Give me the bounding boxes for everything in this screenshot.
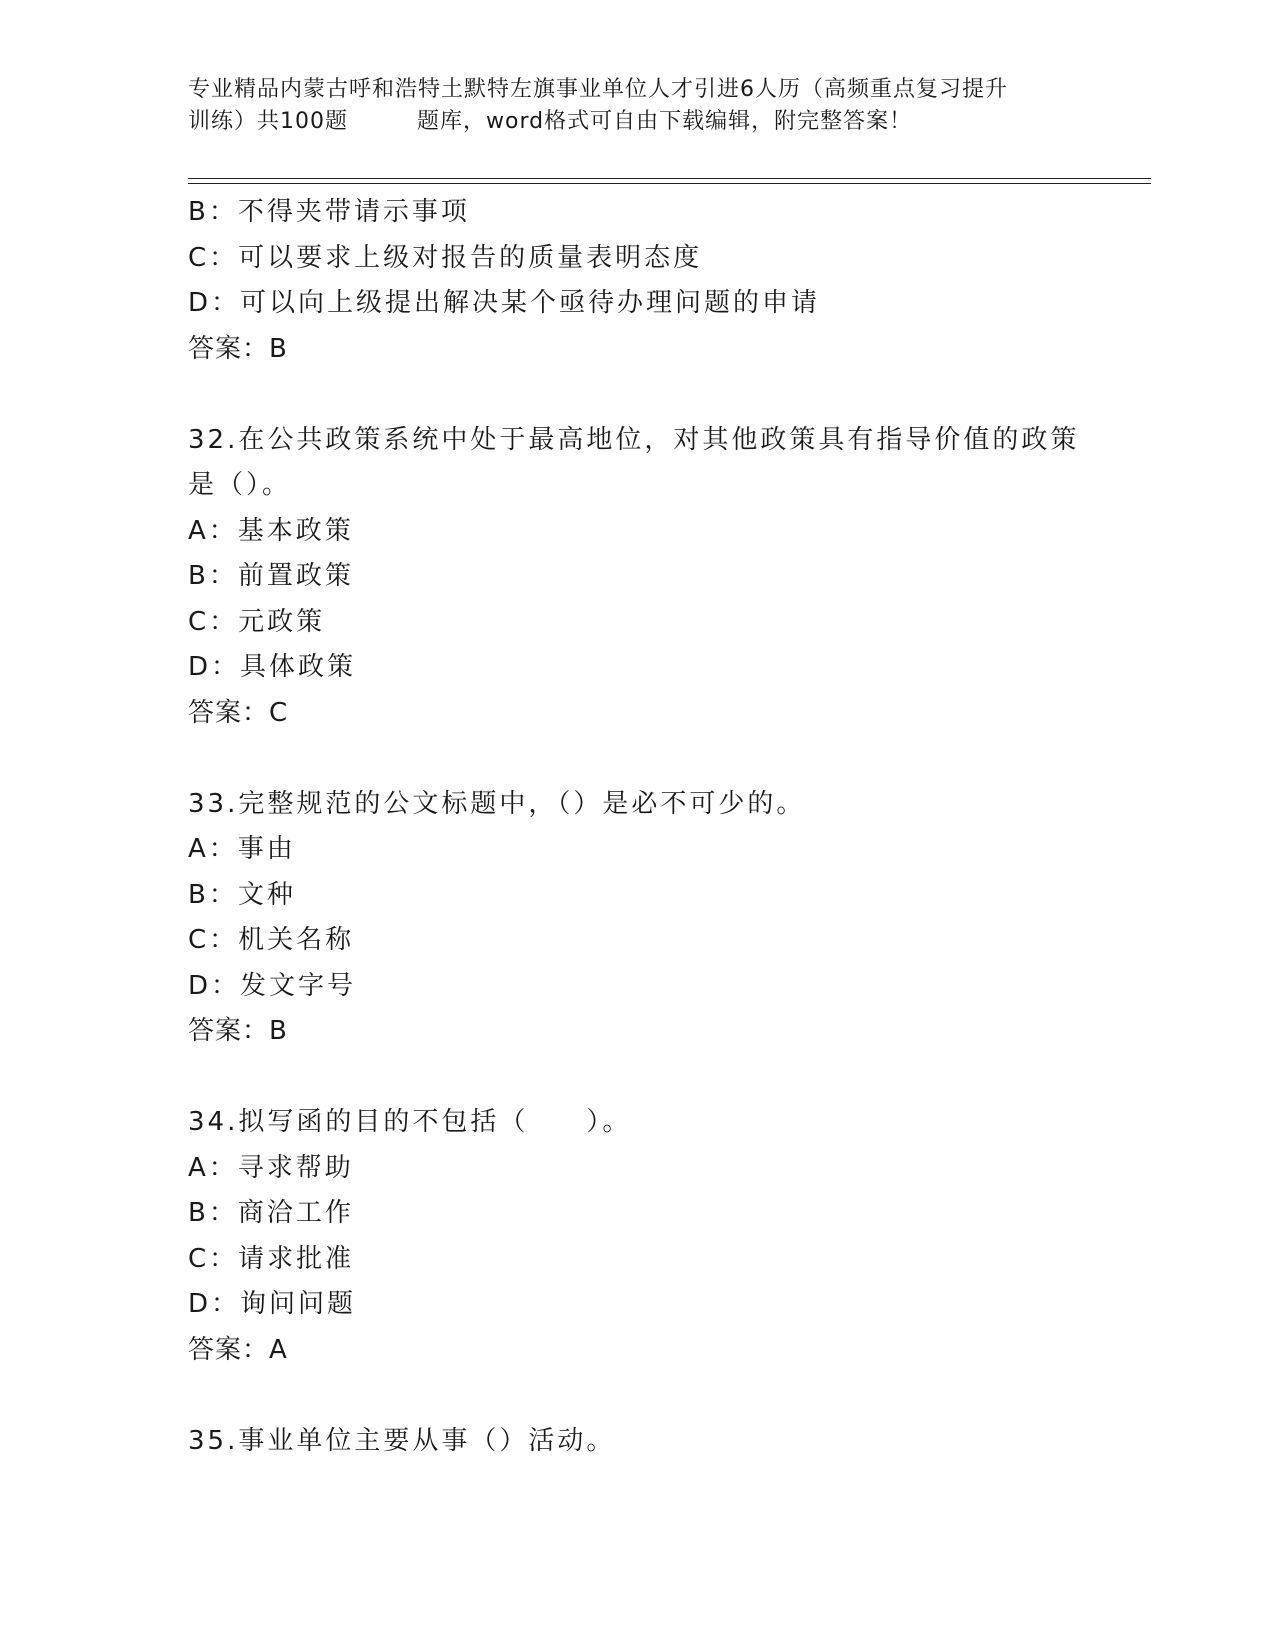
question-stem: 35.事业单位主要从事（）活动。	[188, 1425, 616, 1456]
header-title-line-1: 专业精品内蒙古呼和浩特土默特左旗事业单位人才引进6人历（高频重点复习提升	[188, 77, 1008, 102]
question-list	[188, 190, 1088, 1464]
option-b: B：商洽工作	[188, 1198, 354, 1228]
question-32	[188, 418, 1088, 737]
question-35	[188, 1419, 1088, 1465]
header-title-line-2: 训练）共100题 题库，word格式可自由下载编辑，附完整答案！	[188, 109, 913, 134]
option-b: B：不得夹带请示事项	[188, 197, 470, 227]
question-stem: 33.完整规范的公文标题中，（）是必不可少的。	[188, 788, 806, 819]
option-d: D：具体政策	[188, 652, 357, 682]
answer: 答案：B	[188, 333, 288, 364]
option-d: D：询问问题	[188, 1289, 357, 1319]
spacer	[188, 1373, 1088, 1419]
question-33	[188, 782, 1088, 1055]
option-c: C：元政策	[188, 606, 326, 637]
option-c: C：可以要求上级对报告的质量表明态度	[188, 242, 703, 273]
option-a: A：基本政策	[188, 515, 354, 546]
spacer	[188, 736, 1088, 782]
option-c: C：机关名称	[188, 925, 355, 955]
answer: 答案：C	[188, 697, 289, 728]
option-b: B：文种	[188, 879, 296, 910]
question-31-fragment	[188, 190, 1088, 372]
option-d: D：发文字号	[188, 970, 357, 1001]
document-header	[188, 74, 1088, 138]
question-34	[188, 1100, 1088, 1373]
spacer	[188, 1055, 1088, 1101]
question-stem-continued: 是（）。	[188, 470, 292, 500]
option-b: B：前置政策	[188, 561, 354, 591]
answer: 答案：A	[188, 1334, 288, 1365]
option-d: D：可以向上级提出解决某个亟待办理问题的申请	[188, 288, 821, 318]
option-c: C：请求批准	[188, 1243, 355, 1274]
answer: 答案：B	[188, 1016, 288, 1046]
spacer	[188, 372, 1088, 418]
question-stem: 32.在公共政策系统中处于最高地位，对其他政策具有指导价值的政策	[188, 424, 1080, 455]
header-rule-top	[188, 178, 1151, 179]
option-a: A：寻求帮助	[188, 1152, 354, 1183]
option-a: A：事由	[188, 834, 296, 864]
question-stem: 34.拟写函的目的不包括（ ）。	[188, 1107, 632, 1137]
header-rule-bottom	[188, 183, 1151, 184]
